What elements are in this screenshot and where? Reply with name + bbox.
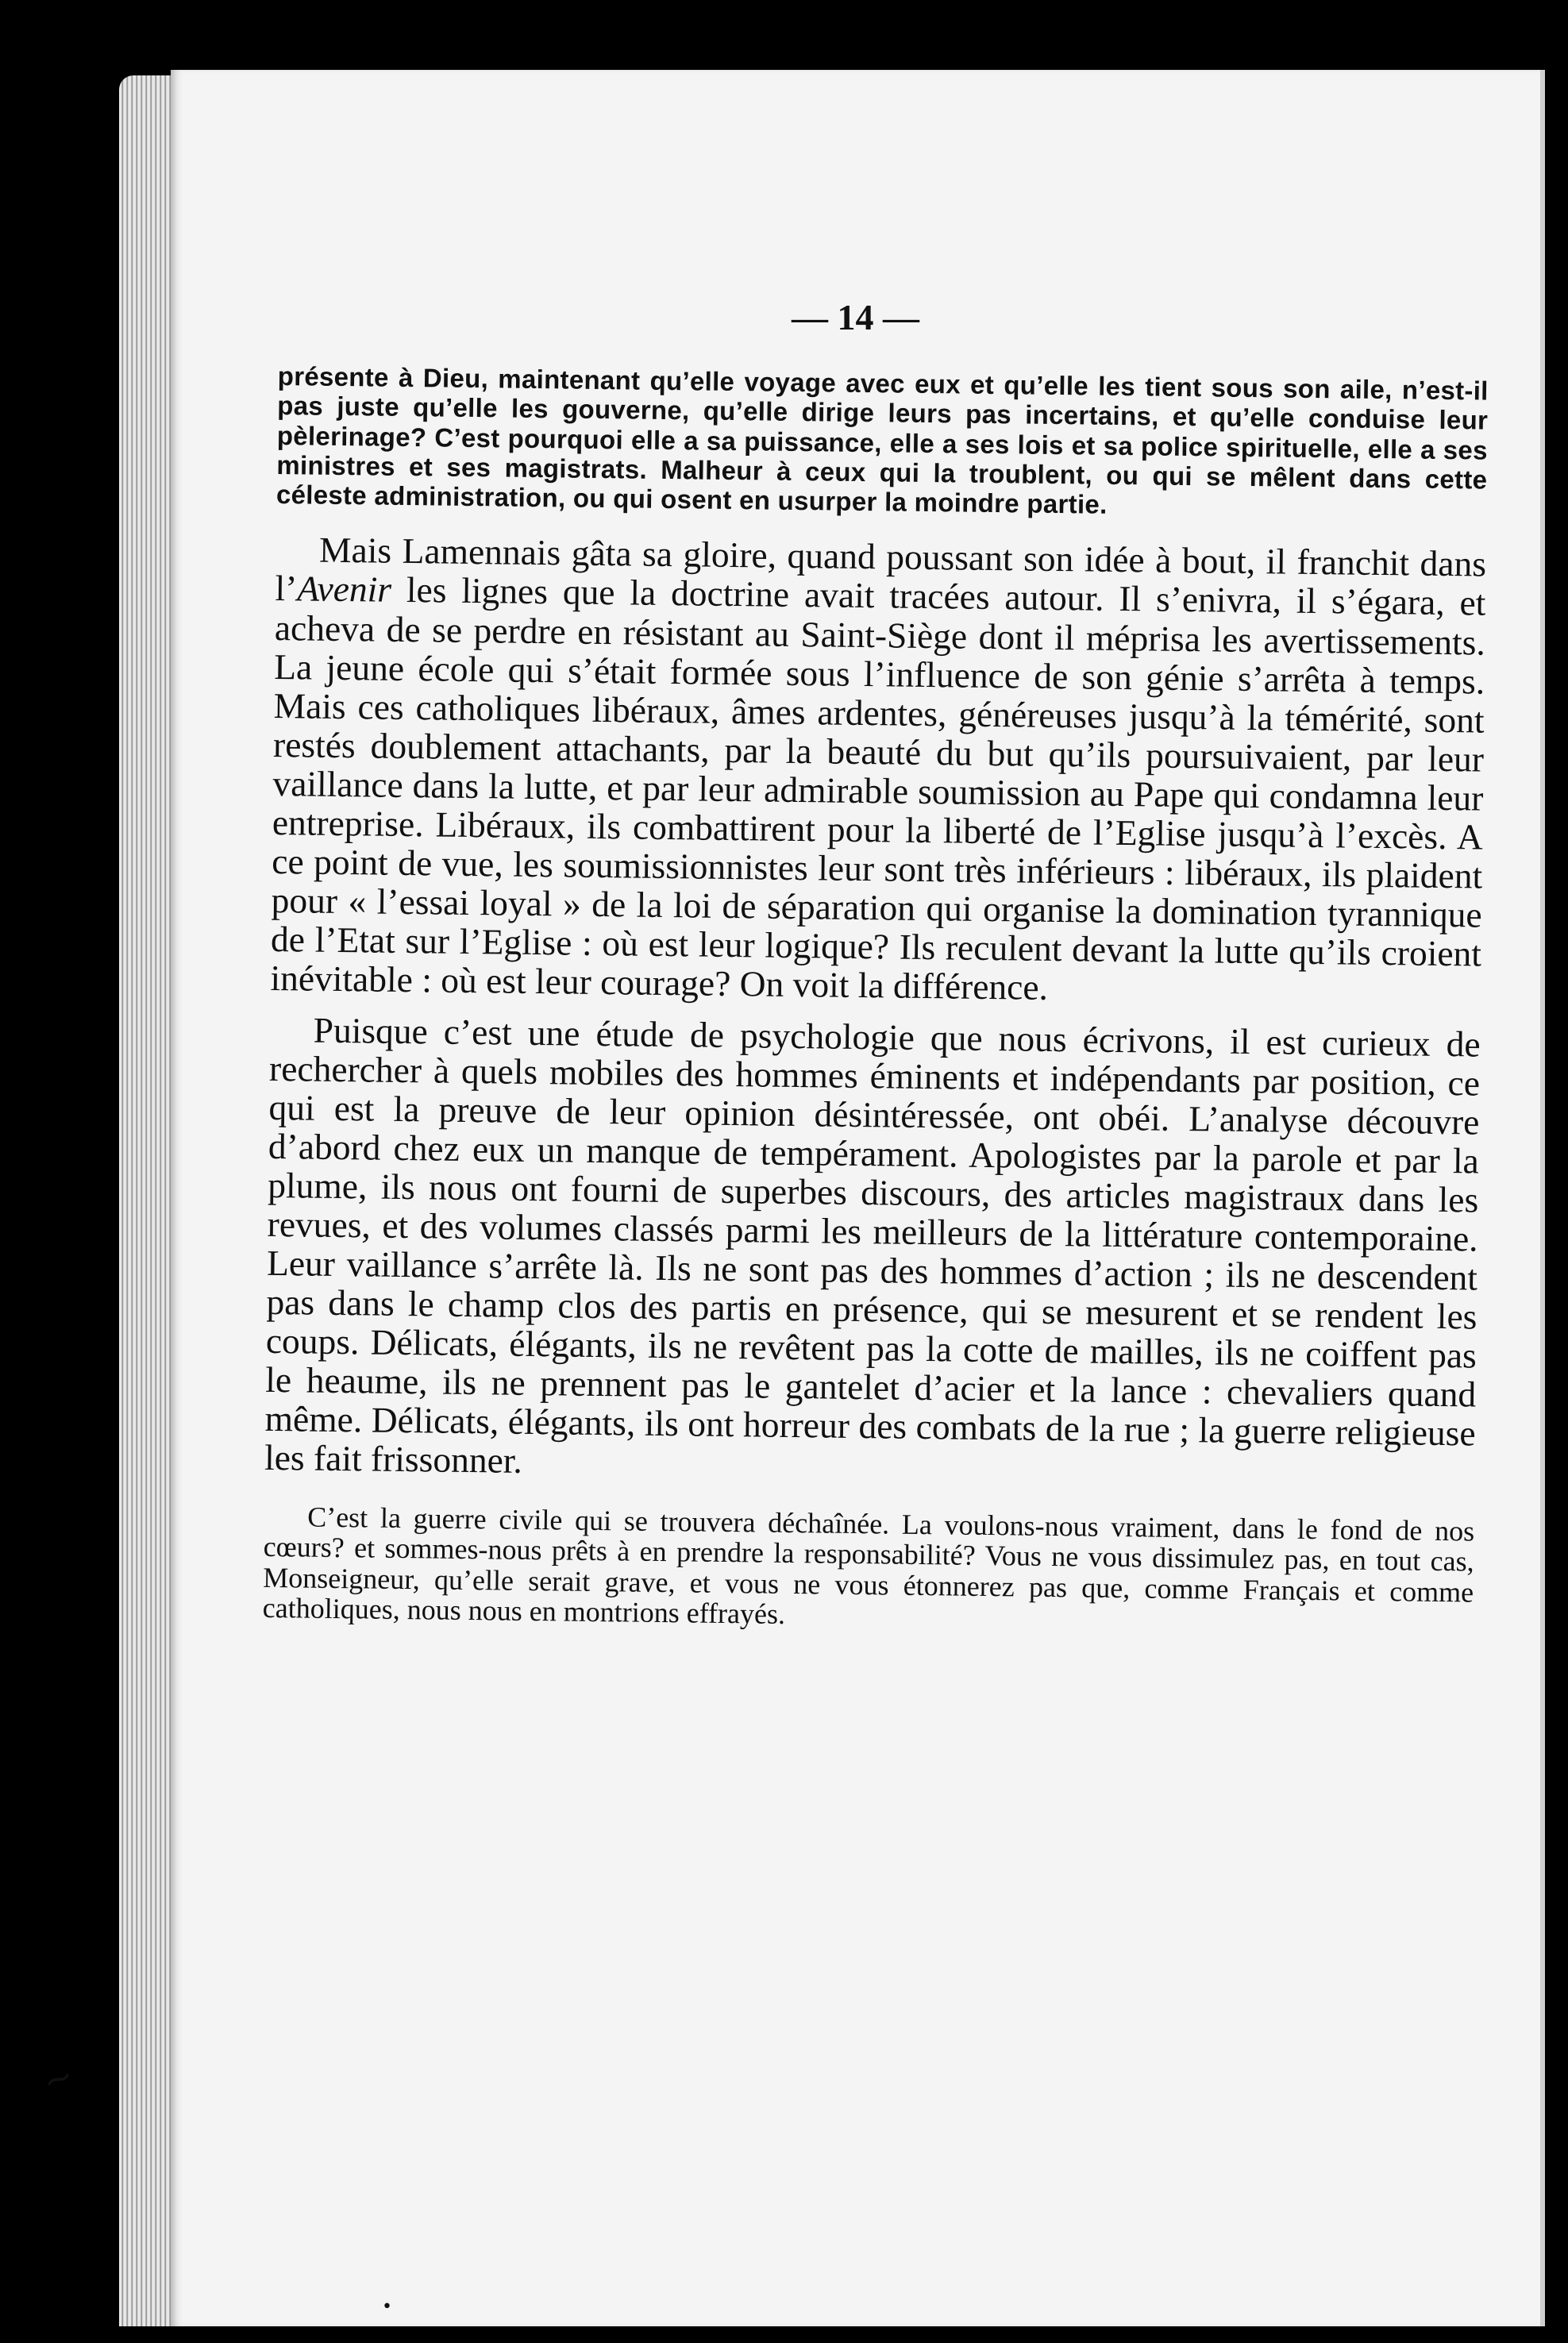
footnote: C’est la guerre civile qui se trouvera déchaînée. La voulons-nous vraiment, dans le fond de nos cœurs? et sommes-nous prêts à en prendre la responsabilité? Vous ne vous dissimulez pas, en tout cas, Monseigneur, qu’elle serait grave, et vous ne vous étonnerez pas que, comme Français et comme catholiques, nous nous en montrions effrayés. <box>262 1501 1475 1631</box>
margin-dot-mark: • <box>382 2297 392 2317</box>
paragraph-lamennais <box>270 530 1486 1012</box>
paragraph-lamennais-rest: les lignes que la doctrine avait tracées autour. Il s’enivra, il s’égara, et acheva de se perdre en résistant au Saint-Siège dont il méprisa les avertissements. La jeune école qui s’était formée sous l’influence de son génie s’arrêta à temps. Mais ces catholiques libéraux, âmes ardentes, généreuses jusqu’à la témérité, sont restés doublement attachants, par la beauté du but qu’ils poursuivaient, par leur vaillance dans la lutte, et par leur admirable soumission au Pape qui condamna leur entreprise. Libéraux, ils combattirent pour la liberté de l’Eglise jusqu’à l’excès. A ce point de vue, les soumissionnistes leur sont très inférieurs : libéraux, ils plaident pour « l’essai loyal » de la loi de séparation qui organise la domination tyrannique de l’Etat sur l’Eglise : où est leur logique? Ils reculent devant la lutte qu’ils croient inévitable : où est leur courage? On voit la différence. <box>270 569 1486 1008</box>
margin-pen-mark: ~ <box>37 2055 79 2103</box>
quoted-continuation: présente à Dieu, maintenant qu’elle voyage avec eux et qu’elle les tient sous son aile, n’est-il pas juste qu’elle les gouverne, qu’elle dirige leurs pas incertains, et qu’elle conduise leur pèlerinage? C’est pourquoi elle a sa puissance, elle a ses lois et sa police spirituelle, elle a ses ministres et ses magistrats. Malheur à ceux qui la troublent, ou qui se mêlent dans cette céleste administration, ou qui osent en usurper la moindre partie. <box>275 361 1489 519</box>
paragraph-lamennais-start: Mais Lamennais gâta sa gloire, quand poussant son idée à bout, il franchit dans l’ <box>275 530 1487 609</box>
avenir-title: Avenir <box>296 568 392 611</box>
paragraph-psychology: Puisque c’est une étude de psychologie que nous écrivons, il est curieux de rechercher à quels mobiles des hommes éminents et indépendants par position, ce qui est la preuve de leur opinion désintéressée, ont obéi. L’analyse découvre d’abord chez eux un manque de tempérament. Apologistes par la parole et par la plume, ils nous ont fourni de superbes discours, des articles magistraux dans les revues, et des volumes classés parmi les meilleurs de la littérature contemporaine. Leur vaillance s’arrête là. Ils ne sont pas des hommes d’action ; ils ne descendent pas dans le champ clos des partis en présence, qui se mesurent et se rendent les coups. Délicats, élégants, ils ne revêtent pas la cotte de mailles, ils ne coiffent pas le heaume, ils ne prennent pas le gantelet d’acier et la lance : chevaliers quand même. Délicats, élégants, ils ont horreur des combats de la rue ; la guerre religieuse les fait frissonner. <box>264 1009 1481 1482</box>
text-body <box>263 361 1489 1638</box>
book-page-edges <box>119 75 175 2326</box>
page-number: — 14 — <box>792 297 919 337</box>
